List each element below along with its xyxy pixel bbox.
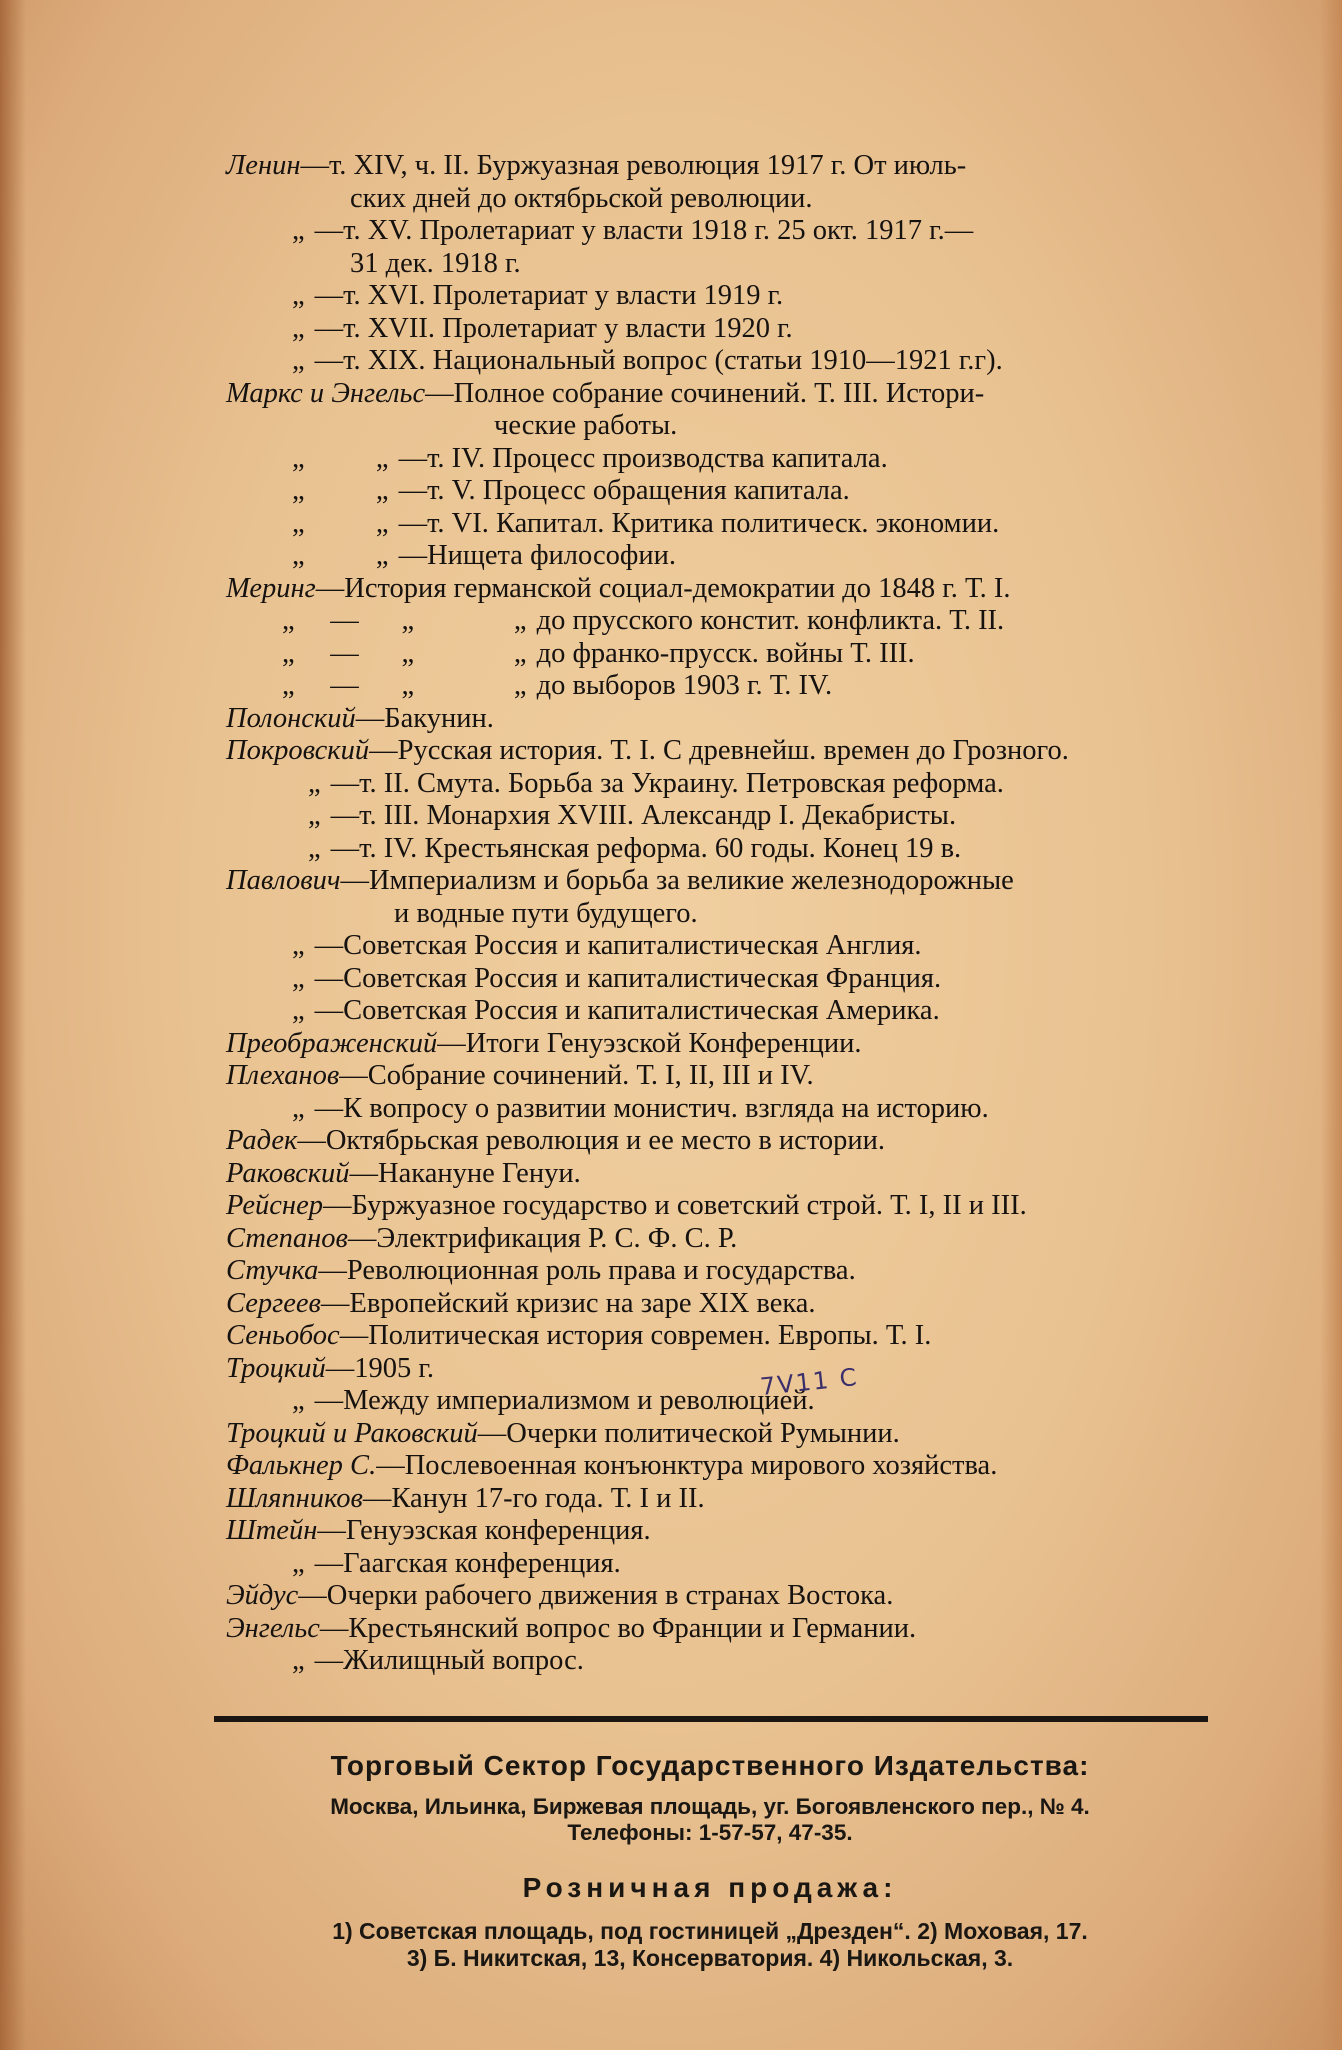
author-name: Троцкий и Раковский [226,1417,478,1449]
list-item [226,1158,1226,1191]
retail-locations-line-2: 3) Б. Никитская, 13, Консерватория. 4) Никольская, 3. [406,1945,1014,1971]
work-title: —Политическая история современ. Европы. Т. I. [339,1320,932,1351]
work-title: —Между империализмом и революцией. [314,1385,815,1416]
ditto-mark: „ „ [292,475,389,506]
list-item [226,1353,1226,1386]
work-title: —т. XIX. Национальный вопрос (статьи 1910—1921 г.г). [314,345,1003,376]
work-title: —История германской социал-демократии до 1848 г. Т. I. [315,572,1011,604]
work-title: —Советская Россия и капиталистическая Англия. [314,930,922,961]
list-item [226,865,1226,898]
work-title: —т. IV. Крестьянская реформа. 60 годы. Конец 19 в. [330,832,962,864]
author-name: Фалькнер С. [226,1450,377,1481]
work-title: —Гаагская конференция. [314,1547,621,1579]
author-name: Сеньобос [226,1320,340,1351]
work-title: —Крестьянский вопрос во Франции и Германии. [319,1612,917,1644]
work-title: —Русская история. Т. I. С древнейш. времен до Грозного. [369,735,1069,766]
list-item [226,1483,1226,1516]
work-title: —Полное собрание сочинений. Т. III. Истори- [425,377,985,409]
list-item [226,508,1226,541]
list-item [226,930,1226,963]
work-title: —Октябрьская революция и ее место в истории. [297,1125,886,1156]
ditto-mark: „ [292,930,305,961]
retail-heading: Розничная продажа: [522,1872,898,1903]
work-title: до прусского констит. конфликта. Т. II. [536,605,1005,636]
work-title: до выборов 1903 г. Т. IV. [536,670,833,701]
work-title: —т. XIV, ч. II. Буржуазная революция 1917 г. От июль- [300,150,967,181]
list-item [226,963,1226,996]
author-name: Ленин [226,150,301,181]
work-title: —т. IV. Процесс производства капитала. [398,442,888,474]
list-item [226,898,1226,931]
list-item [226,768,1226,801]
ditto-mark: „ — „ „ [282,637,527,669]
list-item [226,1093,1226,1126]
work-title: —Очерки рабочего движения в странах Востока. [298,1580,894,1611]
author-name: Радек [226,1125,298,1156]
ditto-mark: „ [292,995,305,1026]
ditto-mark: „ [292,1385,305,1416]
author-name: Меринг [226,572,316,604]
list-item [226,833,1226,866]
work-title: —Европейский кризис на заре XIX века. [320,1287,816,1319]
author-name: Плеханов [226,1060,340,1091]
list-item [226,800,1226,833]
work-title: —Буржуазное государство и советский строй. Т. I, II и III. [322,1190,1027,1221]
footer-phones: Телефоны: 1-57-57, 47-35. [567,1820,853,1845]
list-item [226,183,1226,216]
ditto-mark: „ „ [292,540,389,571]
author-name: Преображенский [226,1027,438,1059]
work-title: до франко-прусск. войны Т. III. [536,637,915,669]
work-title: —т. III. Монархия XVIII. Александр I. Декабристы. [330,800,957,831]
ditto-mark: „ [292,215,305,246]
author-name: Рейснер [226,1190,323,1221]
work-title: 31 дек. 1918 г. [350,247,521,279]
ditto-mark: „ [292,962,305,994]
author-name: Штейн [226,1515,318,1546]
list-item [226,410,1226,443]
list-item [226,378,1226,411]
author-name: Полонский [226,702,356,734]
ditto-mark: „ [308,800,321,831]
list-item [226,313,1226,346]
retail-locations-line-1: 1) Советская площадь, под гостиницей „Дрезден“. 2) Моховая, 17. [332,1918,1088,1944]
list-item [226,248,1226,281]
work-title: —Электрификация Р. С. Ф. С. Р. [347,1222,738,1254]
ditto-mark: „ [292,1092,305,1124]
list-item [226,475,1226,508]
list-item [226,1645,1226,1678]
author-name: Троцкий [226,1352,326,1384]
work-title: —т. II. Смута. Борьба за Украину. Петровская реформа. [330,767,1004,799]
work-title: —Жилищный вопрос. [314,1645,584,1676]
work-title: —Собрание сочинений. Т. I, II, III и IV. [339,1060,814,1091]
author-name: Эйдус [226,1580,299,1611]
work-title: —Итоги Генуэзской Конференции. [437,1027,862,1059]
work-title: —т. XVI. Пролетариат у власти 1919 г. [314,280,784,311]
work-title: —т. XV. Пролетариат у власти 1918 г. 25 окт. 1917 г.— [314,215,974,246]
work-title: —Империализм и борьба за великие железнодорожные [340,865,1014,896]
list-item [226,1060,1226,1093]
list-item [226,150,1226,183]
list-item [226,995,1226,1028]
work-title: —Очерки политической Румынии. [477,1417,900,1449]
author-name: Сергеев [226,1287,321,1319]
list-item [226,735,1226,768]
work-title: —Советская Россия и капиталистическая Америка. [314,995,940,1026]
author-name: Раковский [226,1157,350,1189]
footer-title: Торговый Сектор Государственного Издательства: [330,1750,1090,1781]
list-item [226,1288,1226,1321]
list-item [226,1580,1226,1613]
list-item [226,1223,1226,1256]
footer-address: Москва, Ильинка, Биржевая площадь, уг. Богоявленского пер., № 4. [330,1794,1090,1819]
work-title: —т. XVII. Пролетариат у власти 1920 г. [314,312,793,344]
list-item [226,1418,1226,1451]
list-item [226,1613,1226,1646]
work-title: —Генуэзская конференция. [317,1515,651,1546]
ditto-mark: „ [292,1645,305,1676]
work-title: —Канун 17-го года. Т. I и II. [362,1482,705,1514]
list-item [226,280,1226,313]
list-item [226,605,1226,638]
list-item [226,443,1226,476]
work-title: —Советская Россия и капиталистическая Франция. [314,962,942,994]
handwritten-pencil-mark: 7V11 C [758,1362,860,1402]
work-title: —т. V. Процесс обращения капитала. [398,475,850,506]
ditto-mark: „ [292,345,305,376]
work-title: ческие работы. [494,410,678,441]
ditto-mark: „ [292,312,305,344]
list-item [226,1125,1226,1158]
ditto-mark: „ „ [292,507,389,539]
work-title: —Послевоенная конъюнктура мирового хозяйства. [376,1450,998,1481]
work-title: и водные пути будущего. [394,897,698,929]
ditto-mark: „ [292,1547,305,1579]
work-title: —т. VI. Капитал. Критика политическ. экономии. [398,507,1000,539]
publication-list [226,150,1226,1678]
work-title: —К вопросу о развитии монистич. взгляда на историю. [314,1092,989,1124]
work-title: —Революционная роль права и государства. [318,1255,856,1286]
list-item [226,1450,1226,1483]
author-name: Энгельс [226,1612,320,1644]
author-name: Стучка [226,1255,319,1286]
work-title: ских дней до октябрьской революции. [350,182,813,214]
ditto-mark: „ [308,832,321,864]
author-name: Степанов [226,1222,348,1254]
author-name: Маркс и Энгельс [226,377,426,409]
list-item [226,1255,1226,1288]
list-item [226,540,1226,573]
work-title: —Накануне Генуи. [349,1157,581,1189]
ditto-mark: „ — „ „ [282,605,527,636]
author-name: Павлович [226,865,341,896]
list-item [226,1548,1226,1581]
list-item [226,573,1226,606]
list-item [226,638,1226,671]
ditto-mark: „ — „ „ [282,670,527,701]
ditto-mark: „ „ [292,442,389,474]
horizontal-divider [214,1716,1208,1722]
list-item [226,1385,1226,1418]
list-item [226,1515,1226,1548]
work-title: —Бакунин. [355,702,494,734]
author-name: Шляпников [226,1482,363,1514]
list-item [226,703,1226,736]
list-item [226,345,1226,378]
list-item [226,1320,1226,1353]
list-item [226,1028,1226,1061]
ditto-mark: „ [308,767,321,799]
list-item [226,215,1226,248]
work-title: —Нищета философии. [398,540,676,571]
list-item [226,670,1226,703]
author-name: Покровский [226,735,370,766]
ditto-mark: „ [292,280,305,311]
work-title: —1905 г. [325,1352,434,1384]
list-item [226,1190,1226,1223]
